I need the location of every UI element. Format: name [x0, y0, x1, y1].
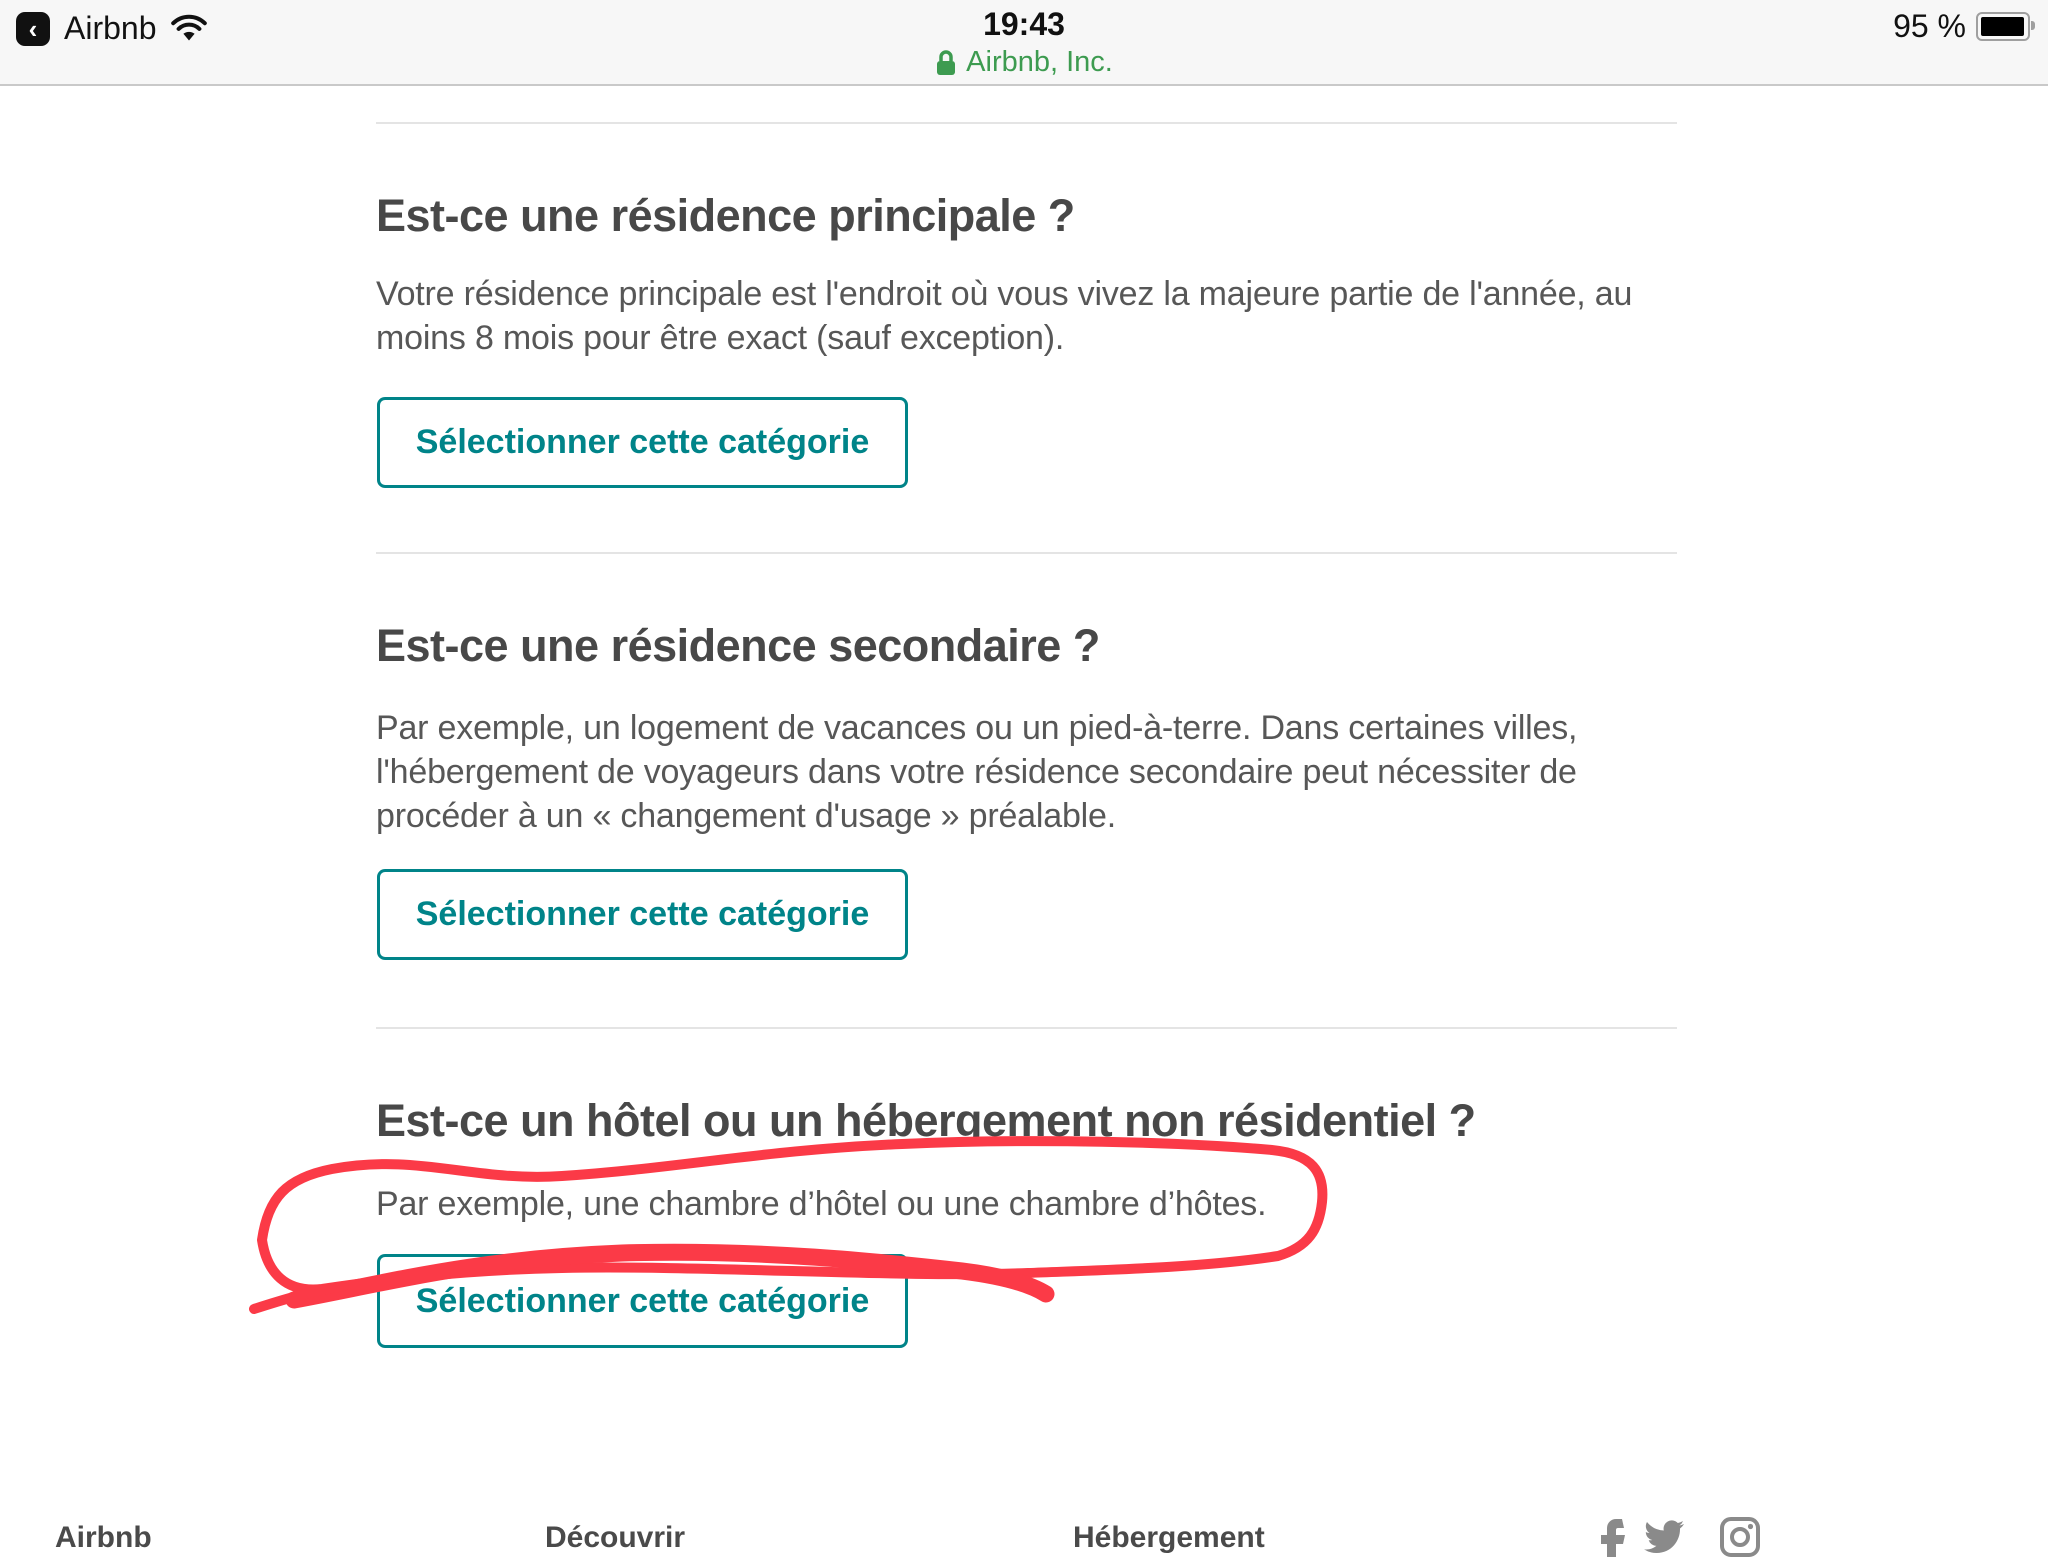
section-title-hotel: Est-ce un hôtel ou un hébergement non résidentiel ? — [376, 1095, 1476, 1146]
red-tail-stroke — [254, 1286, 344, 1309]
description-line: Par exemple, une chambre d’hôtel ou une chambre d’hôtes. — [376, 1185, 1267, 1223]
facebook-icon[interactable] — [1598, 1517, 1632, 1557]
twitter-icon[interactable] — [1642, 1517, 1686, 1557]
lock-icon — [935, 49, 957, 77]
section-divider — [376, 122, 1677, 124]
description-line: Par exemple, un logement de vacances ou un pied-à-terre. Dans certaines villes, — [376, 709, 1578, 747]
description-line: Votre résidence principale est l'endroit où vous vivez la majeure partie de l'année, au — [376, 275, 1633, 313]
footer-column-hebergement[interactable]: Hébergement — [1073, 1521, 1265, 1554]
instagram-icon[interactable] — [1720, 1517, 1760, 1557]
back-app-label[interactable]: Airbnb — [64, 10, 157, 46]
section-divider — [376, 552, 1677, 554]
section-description — [376, 272, 1632, 360]
section-title-secondaire: Est-ce une résidence secondaire ? — [376, 620, 1100, 671]
site-identity: Airbnb, Inc. — [966, 46, 1113, 78]
back-chevron-icon: ‹ — [28, 13, 38, 44]
footer-column-airbnb[interactable]: Airbnb — [55, 1521, 152, 1554]
description-line: procéder à un « changement d'usage » préalable. — [376, 797, 1116, 835]
battery-percent: 95 % — [1893, 8, 1966, 44]
clock: 19:43 — [983, 6, 1065, 42]
section-description — [376, 706, 1577, 838]
select-category-button-principale[interactable]: Sélectionner cette catégorie — [377, 397, 908, 488]
address-bar[interactable] — [0, 46, 2048, 79]
description-line: moins 8 mois pour être exact (sauf exception). — [376, 319, 1065, 357]
battery-icon — [1976, 12, 2030, 41]
description-line: l'hébergement de voyageurs dans votre résidence secondaire peut nécessiter de — [376, 753, 1577, 791]
section-title-principale: Est-ce une résidence principale ? — [376, 190, 1075, 241]
section-description — [376, 1182, 1266, 1226]
select-category-button-hotel[interactable]: Sélectionner cette catégorie — [377, 1254, 908, 1348]
section-divider — [376, 1027, 1677, 1029]
status-bar — [0, 0, 2048, 86]
select-category-button-secondaire[interactable]: Sélectionner cette catégorie — [377, 869, 908, 960]
footer-column-decouvrir[interactable]: Découvrir — [545, 1521, 686, 1554]
